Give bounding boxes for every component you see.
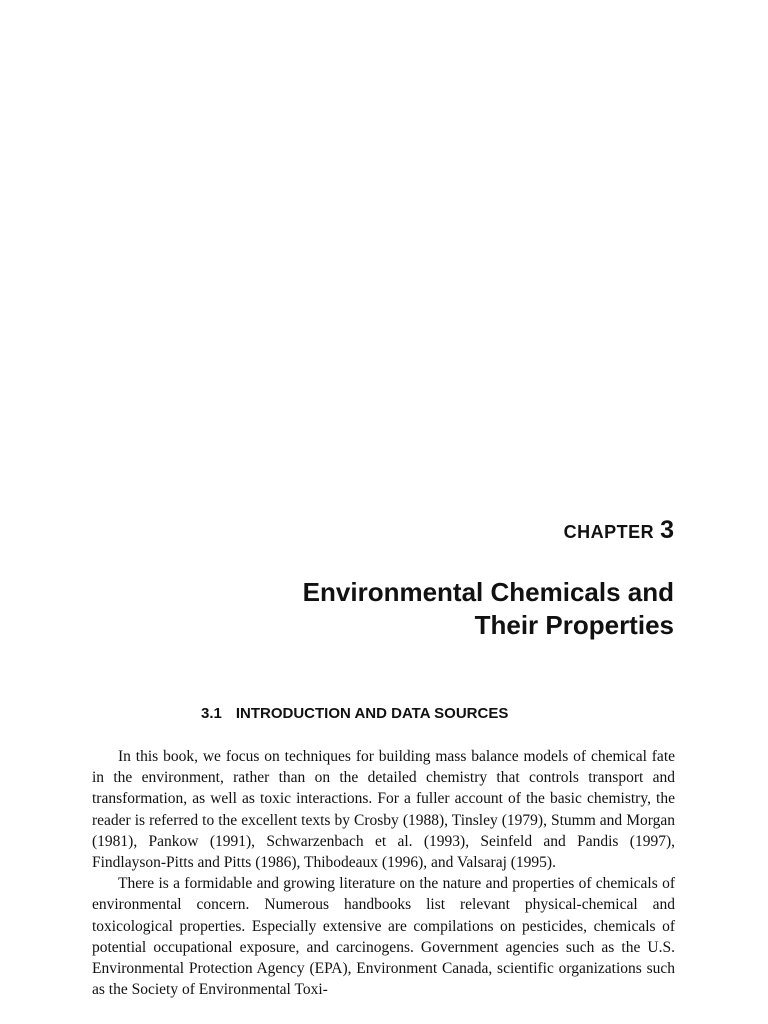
section-title: INTRODUCTION AND DATA SOURCES (235, 705, 509, 722)
chapter-title-line-1: Environmental Chemicals and (302, 577, 674, 607)
paragraph: In this book, we focus on techniques for building mass balance models of chemical fate in the environment, rather than on the detailed chemistry that controls transport and transformation, as well as toxic interactions. For a fuller account of the basic chemistry, the reader is referred to the excellent texts by Crosby (1988), Tinsley (1979), Stumm and Morgan (1981), Pankow (1991), Schwarzenbach et al. (1993), Seinfeld and Pandis (1997), Findlayson-Pitts and Pitts (1986), Thibodeaux (1996), and Valsaraj (1995). (92, 748, 675, 872)
chapter-title-line-2: Their Properties (474, 610, 674, 640)
chapter-title (154, 576, 674, 642)
section-heading (201, 704, 508, 724)
chapter-label (564, 515, 674, 549)
chapter-word: CHAPTER (563, 522, 655, 542)
chapter-number: 3 (660, 516, 674, 544)
section-number: 3.1 (201, 705, 222, 722)
paragraph: There is a formidable and growing literature on the nature and properties of chemicals of environmental concern. Numerous handbooks list relevant physical-chemical and toxicological properties. Especially extensive are compilations on pesticides, chemicals of potential occupational exposure, and carcinogens. Government agencies such as the U.S. Environmental Protection Agency (EPA), Environment Canada, scientific organizations such as the Society of Environmental Toxi- (92, 875, 675, 999)
body-text (92, 746, 675, 1000)
